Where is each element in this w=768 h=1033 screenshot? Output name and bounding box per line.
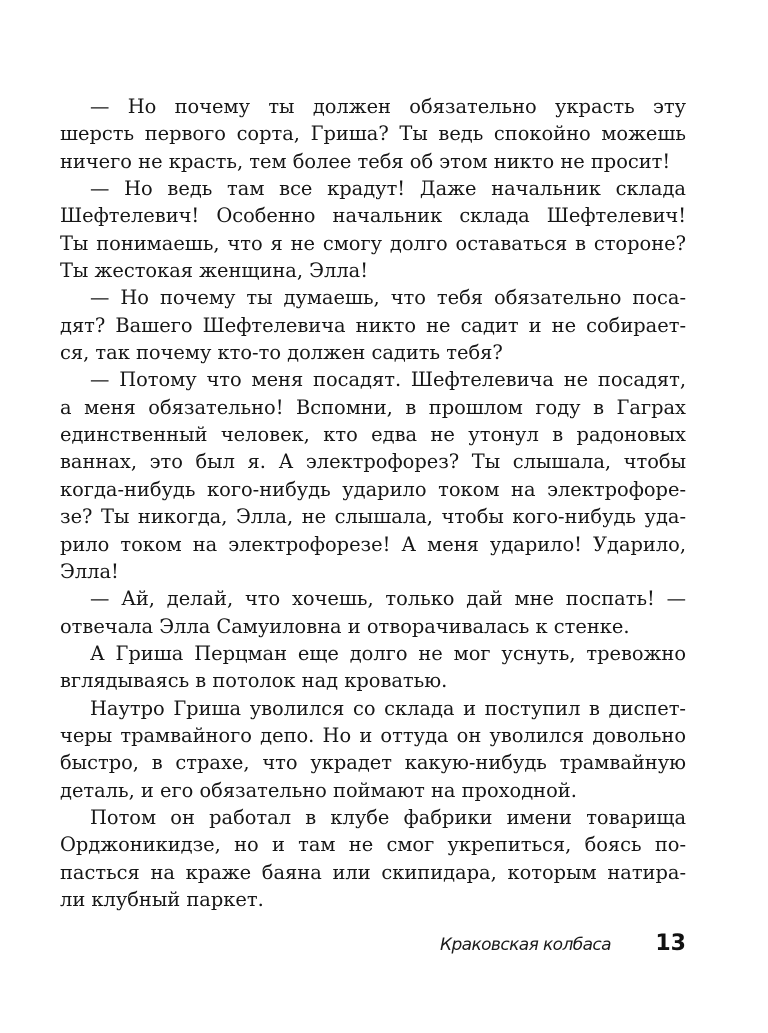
text-line: — Потому что меня посадят. Шефтелевича не посадят, [90, 368, 686, 392]
text-line: единственный человек, кто едва не утонул в радоновых [60, 423, 686, 447]
paragraph [60, 93, 686, 175]
text-line: Наутро Гриша уволился со склада и поступил в диспет- [90, 696, 686, 720]
paragraph [60, 366, 686, 585]
text-line: деталь, и его обязательно поймают на проходной. [60, 778, 577, 802]
text-line: отвечала Элла Самуиловна и отворачивалась к стенке. [60, 614, 630, 638]
running-title: Краковская колбаса [439, 935, 611, 955]
text-line: — Но почему ты должен обязательно украсть эту [90, 95, 686, 118]
text-line: пасться на краже баяна или скипидара, которым натира- [60, 860, 686, 884]
body-text [60, 93, 686, 913]
text-line: ваннах, это был я. А электрофорез? Ты слышала, чтобы [60, 450, 686, 474]
text-line: а меня обязательно! Вспомни, в прошлом году в Гаграх [60, 395, 686, 419]
paragraph [60, 640, 686, 695]
text-line: рило током на электрофорезе! А меня ударило! Ударило, [60, 532, 686, 556]
page-footer [60, 933, 686, 963]
paragraph [60, 804, 686, 913]
paragraph [60, 284, 686, 366]
text-line: — Ай, делай, что хочешь, только дай мне поспать! — [90, 587, 686, 611]
paragraph [60, 695, 686, 804]
text-line: ли клубный паркет. [60, 887, 264, 911]
text-line: Элла! [60, 559, 119, 583]
text-line: ничего не красть, тем более тебя об этом никто не просит! [60, 149, 671, 173]
text-line: Ты понимаешь, что я не смогу долго оставаться в стороне? [60, 231, 686, 255]
text-line: дят? Вашего Шефтелевича никто не садит и не собирает- [60, 313, 686, 337]
text-line: — Но ведь там все крадут! Даже начальник склада [90, 177, 686, 201]
text-line: ся, так почему кто-то должен садить тебя? [60, 341, 503, 365]
text-line: А Гриша Перцман еще долго не мог уснуть, тревожно [90, 641, 686, 665]
page-number: 13 [655, 931, 686, 956]
text-line: Орджоникидзе, но и там не смог укрепиться, боясь по- [60, 833, 686, 857]
text-line: вглядываясь в потолок над кроватью. [60, 669, 448, 693]
text-line: черы трамвайного депо. Но и оттуда он уволился довольно [60, 723, 686, 747]
text-line: Потом он работал в клубе фабрики имени товарища [90, 805, 686, 829]
text-line: Шефтелевич! Особенно начальник склада Шефтелевич! [60, 204, 686, 228]
text-line: когда-нибудь кого-нибудь ударило током на электрофоре- [60, 477, 686, 501]
text-line: Ты жестокая женщина, Элла! [60, 259, 369, 283]
paragraph [60, 585, 686, 640]
text-line: — Но почему ты думаешь, что тебя обязательно поса- [90, 286, 686, 310]
paragraph [60, 175, 686, 284]
text-line: зе? Ты никогда, Элла, не слышала, чтобы кого-нибудь уда- [60, 505, 686, 529]
text-line: шерсть первого сорта, Гриша? Ты ведь спокойно можешь [60, 122, 686, 146]
text-line: быстро, в страхе, что украдет какую-нибудь трамвайную [60, 751, 686, 775]
